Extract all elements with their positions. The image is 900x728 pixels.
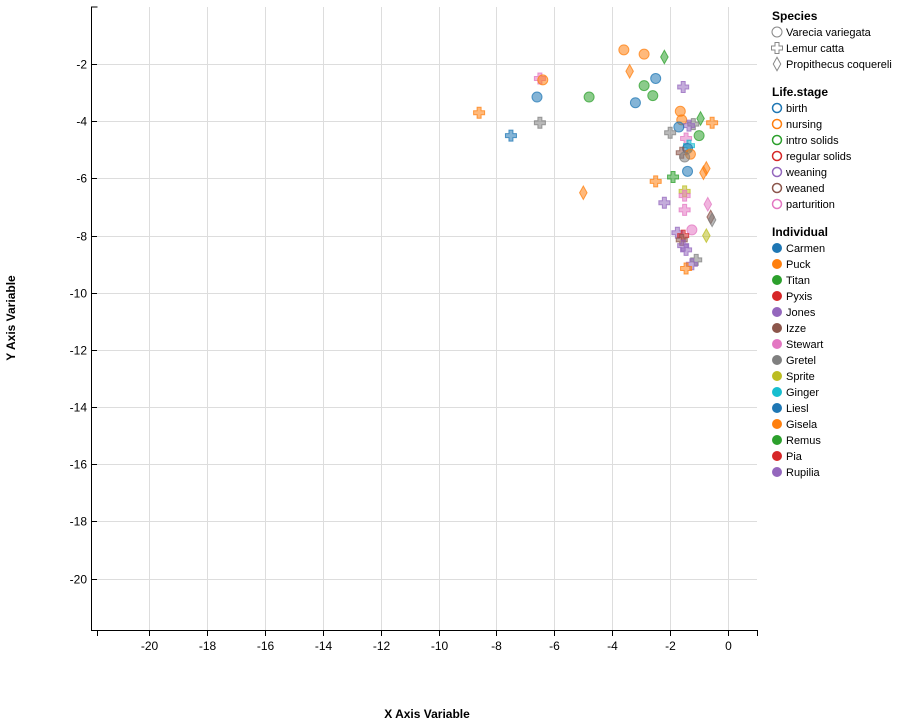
legend bbox=[772, 9, 892, 479]
y-tick-label: -6 bbox=[76, 171, 87, 186]
data-point-circle bbox=[651, 73, 661, 83]
data-point-circle bbox=[532, 92, 542, 102]
x-tick-label: -6 bbox=[549, 639, 560, 653]
legend-label: Rupilia bbox=[786, 467, 820, 479]
data-point-cross bbox=[678, 82, 689, 93]
legend-symbol-circle bbox=[772, 27, 782, 37]
data-point-cross bbox=[650, 176, 661, 187]
legend-label: nursing bbox=[786, 119, 823, 131]
legend-symbol-ring bbox=[773, 120, 782, 129]
data-point-diamond bbox=[626, 65, 634, 79]
x-tick-label: 0 bbox=[725, 639, 732, 653]
y-tick-label: -2 bbox=[76, 57, 87, 72]
x-axis-title: X Axis Variable bbox=[384, 707, 470, 721]
legend-label: Izze bbox=[786, 323, 807, 335]
data-point-diamond bbox=[580, 186, 588, 200]
legend-symbol-diamond bbox=[773, 57, 781, 71]
legend-label: Propithecus coquereli bbox=[786, 59, 892, 71]
y-axis-line bbox=[92, 7, 98, 631]
legend-label: Varecia variegata bbox=[786, 27, 871, 39]
x-tick-label: -12 bbox=[372, 639, 391, 653]
legend-symbol-dot bbox=[773, 372, 782, 381]
data-point-diamond bbox=[704, 197, 712, 211]
x-tick-label: -18 bbox=[198, 639, 217, 653]
legend-symbol-dot bbox=[773, 356, 782, 365]
legend-label: intro solids bbox=[786, 135, 839, 147]
x-tick-label: -2 bbox=[665, 639, 676, 653]
data-point-circle bbox=[639, 49, 649, 59]
data-point-cross bbox=[668, 172, 679, 183]
legend-label: Sprite bbox=[786, 371, 815, 383]
legend-symbol-ring bbox=[773, 104, 782, 113]
legend-symbol-dot bbox=[773, 292, 782, 301]
legend-symbol-dot bbox=[773, 468, 782, 477]
legend-label: Pyxis bbox=[786, 291, 813, 303]
legend-label: Pia bbox=[786, 451, 802, 463]
legend-symbol-dot bbox=[773, 244, 782, 253]
x-tick-label: -16 bbox=[256, 639, 275, 653]
legend-label: Liesl bbox=[786, 403, 809, 415]
legend-symbol-dot bbox=[773, 452, 782, 461]
data-point-circle bbox=[683, 166, 693, 176]
y-tick-label: -18 bbox=[69, 514, 87, 529]
legend-label: Remus bbox=[786, 435, 821, 447]
y-tick-label: -16 bbox=[69, 457, 87, 472]
legend-symbol-ring bbox=[773, 200, 782, 209]
legend-label: Jones bbox=[786, 307, 816, 319]
legend-label: Gisela bbox=[786, 419, 818, 431]
legend-symbol-dot bbox=[773, 388, 782, 397]
legend-symbol-dot bbox=[773, 260, 782, 269]
data-point-circle bbox=[584, 92, 594, 102]
legend-label: Carmen bbox=[786, 243, 826, 255]
data-point-circle bbox=[630, 98, 640, 108]
axes bbox=[70, 7, 758, 653]
data-point-cross bbox=[505, 130, 516, 141]
y-axis-title: Y Axis Variable bbox=[4, 275, 18, 361]
data-point-cross bbox=[474, 107, 485, 118]
data-point-circle bbox=[619, 45, 629, 55]
legend-label: Ginger bbox=[786, 387, 820, 399]
y-tick-label: -14 bbox=[69, 400, 87, 415]
legend-symbol-dot bbox=[773, 324, 782, 333]
legend-symbol-dot bbox=[773, 340, 782, 349]
legend-title: Life.stage bbox=[772, 85, 829, 99]
legend-label: regular solids bbox=[786, 151, 852, 163]
data-point-cross bbox=[659, 197, 670, 208]
legend-symbol-ring bbox=[773, 152, 782, 161]
data-point-diamond bbox=[661, 50, 669, 64]
legend-symbol-dot bbox=[773, 404, 782, 413]
legend-symbol-dot bbox=[773, 420, 782, 429]
grid-lines bbox=[97, 7, 757, 630]
data-point-diamond bbox=[703, 229, 711, 243]
legend-label: weaning bbox=[786, 167, 827, 179]
legend-label: Stewart bbox=[786, 339, 824, 351]
legend-symbol-dot bbox=[773, 308, 782, 317]
y-tick-label: -10 bbox=[69, 286, 87, 301]
legend-label: birth bbox=[786, 103, 808, 115]
legend-symbol-ring bbox=[773, 136, 782, 145]
legend-title: Individual bbox=[772, 225, 829, 239]
legend-label: Lemur catta bbox=[786, 43, 845, 55]
data-points bbox=[474, 45, 718, 274]
data-point-cross bbox=[679, 204, 690, 215]
y-tick-label: -20 bbox=[69, 572, 87, 587]
x-tick-label: -14 bbox=[314, 639, 333, 653]
x-axis-line bbox=[98, 631, 758, 637]
y-tick-label: -8 bbox=[76, 229, 87, 244]
y-tick-label: -12 bbox=[69, 343, 87, 358]
data-point-circle bbox=[680, 152, 690, 162]
legend-label: Titan bbox=[786, 275, 811, 287]
data-point-circle bbox=[538, 75, 548, 85]
legend-symbol-dot bbox=[773, 276, 782, 285]
legend-symbol-ring bbox=[773, 184, 782, 193]
x-tick-label: -20 bbox=[140, 639, 159, 653]
legend-label: Puck bbox=[786, 259, 811, 271]
legend-symbol-ring bbox=[773, 168, 782, 177]
legend-label: Gretel bbox=[786, 355, 816, 367]
legend-symbol-cross bbox=[772, 43, 783, 54]
y-tick-label: -4 bbox=[76, 114, 87, 129]
data-point-circle bbox=[694, 131, 704, 141]
x-tick-label: -8 bbox=[491, 639, 502, 653]
legend-title: Species bbox=[772, 9, 818, 23]
data-point-circle bbox=[639, 81, 649, 91]
legend-label: weaned bbox=[786, 183, 825, 195]
data-point-cross bbox=[534, 117, 545, 128]
legend-symbol-dot bbox=[773, 436, 782, 445]
data-point-circle bbox=[648, 91, 658, 101]
x-tick-label: -10 bbox=[430, 639, 449, 653]
legend-label: parturition bbox=[786, 199, 835, 211]
data-point-cross bbox=[707, 117, 718, 128]
x-tick-label: -4 bbox=[607, 639, 618, 653]
